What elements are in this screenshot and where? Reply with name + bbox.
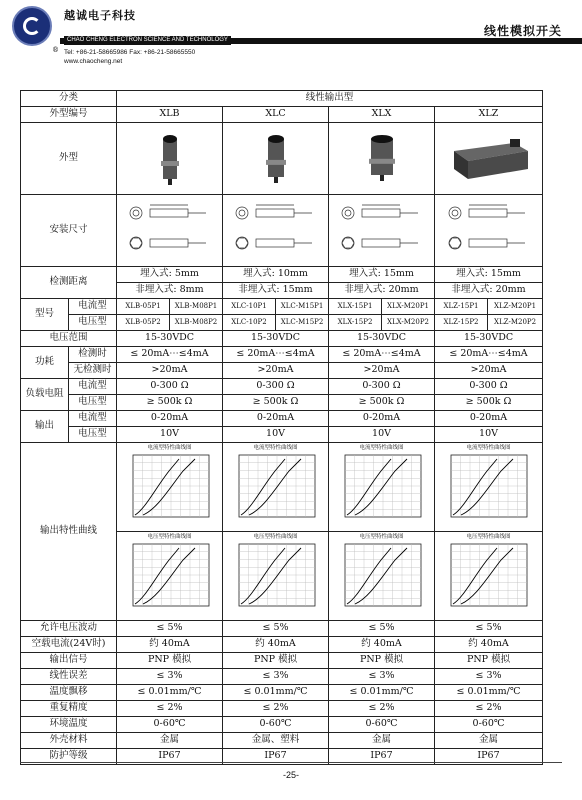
sensor-image: [435, 123, 543, 195]
noload-current: 约 40mA: [117, 637, 223, 653]
power-detect: ≤ 20mA⋯≤4mA: [117, 347, 223, 363]
ambient-temperature-label: 环境温度: [21, 717, 117, 733]
curve-title: 电压型特性曲线图: [253, 534, 298, 540]
temperature-drift: ≤ 0.01mm/℃: [435, 685, 543, 701]
model-number: XLC-M15P2: [276, 315, 329, 331]
ripple-value-label: 允许电压波动: [21, 621, 117, 637]
power-nodetect: >20mA: [117, 363, 223, 379]
curve-plot: [443, 542, 533, 614]
dimension-drawing: [329, 195, 435, 267]
current-curve-chart: [223, 443, 329, 532]
load-current: 0-300 Ω: [117, 379, 223, 395]
load-voltage: ≥ 500k Ω: [435, 395, 543, 411]
voltage-type-label: 电压型: [69, 427, 117, 443]
sensor-image: [223, 123, 329, 195]
protection-rating: IP67: [329, 749, 435, 765]
table-row: [21, 107, 543, 123]
voltage-curve-chart: [117, 532, 223, 621]
model-number: XLB-M08P1: [170, 299, 223, 315]
voltage-curve-chart: [223, 532, 329, 621]
table-row: [21, 701, 543, 717]
current-curve-chart: [329, 443, 435, 532]
output-current: 0-20mA: [117, 411, 223, 427]
curve-chart: [329, 443, 434, 531]
category-label: 分类: [21, 91, 117, 107]
shell-material-label: 外壳材料: [21, 733, 117, 749]
table-row: [21, 91, 543, 107]
temperature-drift: ≤ 0.01mm/℃: [117, 685, 223, 701]
protection-rating: IP67: [223, 749, 329, 765]
dimension-drawing-icon: [334, 197, 430, 261]
model-number: XLZ-15P1: [435, 299, 488, 315]
table-row: [21, 379, 543, 395]
model-code: XLZ: [435, 107, 543, 123]
curve-title: 电流型特性曲线图: [147, 445, 192, 451]
output-current: 0-20mA: [223, 411, 329, 427]
company-name-cn: 越诚电子科技: [64, 9, 136, 22]
sensor-image: [117, 123, 223, 195]
voltage-range-label: 电压范围: [21, 331, 117, 347]
website-link[interactable]: www.chaocheng.net: [64, 58, 123, 65]
repeat-accuracy: ≤ 2%: [329, 701, 435, 717]
voltage-curve-chart: [329, 532, 435, 621]
model-number: XLC-10P1: [223, 299, 276, 315]
curve-title: 电流型特性曲线图: [359, 445, 404, 451]
output-current: 0-20mA: [329, 411, 435, 427]
range-nonflush: 非埋入式: 20mm: [435, 283, 543, 299]
model-code: XLB: [117, 107, 223, 123]
curve-title: 电流型特性曲线图: [253, 445, 298, 451]
power-detect: ≤ 20mA⋯≤4mA: [435, 347, 543, 363]
load-voltage: ≥ 500k Ω: [329, 395, 435, 411]
power-label: 功耗: [21, 347, 69, 379]
model-number: XLZ-15P2: [435, 315, 488, 331]
range-nonflush: 非埋入式: 8mm: [117, 283, 223, 299]
curve-plot: [125, 453, 215, 525]
sensor-image: [329, 123, 435, 195]
ripple-value: ≤ 5%: [117, 621, 223, 637]
table-row: [21, 411, 543, 427]
table-row: [21, 315, 543, 331]
type-label: 型号: [21, 299, 69, 331]
dimension-drawing-icon: [228, 197, 324, 261]
load-voltage: ≥ 500k Ω: [223, 395, 329, 411]
power-nodetect: >20mA: [223, 363, 329, 379]
table-row: [21, 443, 543, 532]
tel-fax: Tel: +86-21-58665986 Fax: +86-21-58665550: [64, 49, 196, 56]
curve-title: 电压型特性曲线图: [147, 534, 192, 540]
current-type-label: 电流型: [69, 411, 117, 427]
model-label: 外型编号: [21, 107, 117, 123]
ambient-temperature: 0-60℃: [117, 717, 223, 733]
table-row: [21, 621, 543, 637]
curve-title: 电压型特性曲线图: [466, 534, 511, 540]
model-number: XLX-15P2: [329, 315, 382, 331]
appearance-label: 外型: [21, 123, 117, 195]
model-number: XLC-10P2: [223, 315, 276, 331]
curve-plot: [443, 453, 533, 525]
model-code: XLC: [223, 107, 329, 123]
table-row: [21, 331, 543, 347]
dimension-drawing: [435, 195, 543, 267]
repeat-accuracy: ≤ 2%: [223, 701, 329, 717]
output-current: 0-20mA: [435, 411, 543, 427]
curve-plot: [337, 542, 427, 614]
repeat-accuracy-label: 重复精度: [21, 701, 117, 717]
ambient-temperature: 0-60℃: [329, 717, 435, 733]
curve-chart: [223, 532, 328, 620]
model-number: XLB-M08P2: [170, 315, 223, 331]
power-nodetect: >20mA: [329, 363, 435, 379]
output-voltage: 10V: [223, 427, 329, 443]
curve-label: 输出特性曲线: [21, 443, 117, 621]
cylinder-sensor-icon: [140, 129, 200, 185]
registered-mark: ®: [52, 46, 59, 54]
load-current: 0-300 Ω: [223, 379, 329, 395]
table-row: [21, 637, 543, 653]
current-type-label: 电流型: [69, 379, 117, 395]
table-row: [21, 195, 543, 267]
shell-material: 金属: [117, 733, 223, 749]
curve-chart: [435, 532, 542, 620]
table-row: [21, 363, 543, 379]
output-signal-label: 输出信号: [21, 653, 117, 669]
shell-material: 金属、塑料: [223, 733, 329, 749]
voltage-range: 15-30VDC: [329, 331, 435, 347]
output-signal: PNP 模拟: [117, 653, 223, 669]
table-row: [21, 267, 543, 283]
range-flush: 埋入式: 15mm: [435, 267, 543, 283]
dimension-drawing-icon: [441, 197, 537, 261]
load-current: 0-300 Ω: [435, 379, 543, 395]
repeat-accuracy: ≤ 2%: [435, 701, 543, 717]
protection-rating-label: 防护等级: [21, 749, 117, 765]
noload-current: 约 40mA: [223, 637, 329, 653]
linearity-error: ≤ 3%: [435, 669, 543, 685]
page-header: [0, 0, 582, 80]
voltage-range: 15-30VDC: [117, 331, 223, 347]
model-number: XLX-15P1: [329, 299, 382, 315]
output-signal: PNP 模拟: [223, 653, 329, 669]
shell-material: 金属: [435, 733, 543, 749]
detect-label: 检测时: [69, 347, 117, 363]
curve-chart: [435, 443, 542, 531]
load-label: 负载电阻: [21, 379, 69, 411]
curve-plot: [231, 453, 321, 525]
table-row: [21, 299, 543, 315]
output-signal: PNP 模拟: [435, 653, 543, 669]
category-value: 线性输出型: [117, 91, 543, 107]
current-curve-chart: [435, 443, 543, 532]
model-number: XLZ-M20P1: [488, 299, 543, 315]
output-label: 输出: [21, 411, 69, 443]
table-row: [21, 669, 543, 685]
range-label: 检测距离: [21, 267, 117, 299]
table-row: [21, 427, 543, 443]
range-flush: 埋入式: 10mm: [223, 267, 329, 283]
ambient-temperature: 0-60℃: [223, 717, 329, 733]
model-number: XLX-M20P2: [382, 315, 435, 331]
power-detect: ≤ 20mA⋯≤4mA: [329, 347, 435, 363]
ambient-temperature: 0-60℃: [435, 717, 543, 733]
model-number: XLB-05P2: [117, 315, 170, 331]
table-row: [21, 685, 543, 701]
temperature-drift: ≤ 0.01mm/℃: [329, 685, 435, 701]
table-row: [21, 733, 543, 749]
ripple-value: ≤ 5%: [329, 621, 435, 637]
dimension-drawing-icon: [122, 197, 218, 261]
curve-title: 电压型特性曲线图: [359, 534, 404, 540]
repeat-accuracy: ≤ 2%: [117, 701, 223, 717]
dimension-drawing: [117, 195, 223, 267]
linearity-error: ≤ 3%: [223, 669, 329, 685]
curve-chart: [223, 443, 328, 531]
range-flush: 埋入式: 15mm: [329, 267, 435, 283]
table-row: [21, 123, 543, 195]
cylinder-sensor-icon: [246, 129, 306, 185]
voltage-range: 15-30VDC: [223, 331, 329, 347]
table-row: [21, 717, 543, 733]
shell-material: 金属: [329, 733, 435, 749]
ripple-value: ≤ 5%: [435, 621, 543, 637]
range-nonflush: 非埋入式: 15mm: [223, 283, 329, 299]
model-number: XLX-M20P1: [382, 299, 435, 315]
company-name-en: CHAO CHENG ELECTRON SCIENCE AND TECHNOLOGY: [64, 36, 231, 45]
block-sensor-icon: [444, 129, 534, 185]
output-voltage: 10V: [435, 427, 543, 443]
noload-current: 约 40mA: [329, 637, 435, 653]
curve-title: 电流型特性曲线图: [466, 445, 511, 451]
linearity-error: ≤ 3%: [329, 669, 435, 685]
linearity-error-label: 线性误差: [21, 669, 117, 685]
voltage-range: 15-30VDC: [435, 331, 543, 347]
contact-info: [64, 48, 195, 66]
series-title: 线性模拟开关: [483, 24, 562, 38]
current-curve-chart: [117, 443, 223, 532]
temperature-drift: ≤ 0.01mm/℃: [223, 685, 329, 701]
linearity-error: ≤ 3%: [117, 669, 223, 685]
curve-plot: [125, 542, 215, 614]
curve-chart: [117, 532, 222, 620]
cylinder-sensor-icon: [352, 129, 412, 185]
voltage-type-label: 电压型: [69, 315, 117, 331]
nodetect-label: 无检测时: [69, 363, 117, 379]
table-row: [21, 347, 543, 363]
voltage-type-label: 电压型: [69, 395, 117, 411]
table-row: [21, 395, 543, 411]
model-number: XLB-05P1: [117, 299, 170, 315]
protection-rating: IP67: [435, 749, 543, 765]
model-code: XLX: [329, 107, 435, 123]
temperature-drift-label: 温度飘移: [21, 685, 117, 701]
protection-rating: IP67: [117, 749, 223, 765]
range-nonflush: 非埋入式: 20mm: [329, 283, 435, 299]
current-type-label: 电流型: [69, 299, 117, 315]
table-row: [21, 653, 543, 669]
noload-current-label: 空载电流(24V时): [21, 637, 117, 653]
company-logo: [12, 6, 52, 46]
output-signal: PNP 模拟: [329, 653, 435, 669]
dims-label: 安装尺寸: [21, 195, 117, 267]
dimension-drawing: [223, 195, 329, 267]
output-voltage: 10V: [329, 427, 435, 443]
footer-rule: [20, 762, 562, 763]
noload-current: 约 40mA: [435, 637, 543, 653]
voltage-curve-chart: [435, 532, 543, 621]
curve-chart: [117, 443, 222, 531]
load-voltage: ≥ 500k Ω: [117, 395, 223, 411]
curve-plot: [231, 542, 321, 614]
power-detect: ≤ 20mA⋯≤4mA: [223, 347, 329, 363]
curve-plot: [337, 453, 427, 525]
model-number: XLC-M15P1: [276, 299, 329, 315]
spec-table: [20, 90, 543, 765]
curve-chart: [329, 532, 434, 620]
page-number: -25-: [282, 770, 299, 780]
model-number: XLZ-M20P2: [488, 315, 543, 331]
range-flush: 埋入式: 5mm: [117, 267, 223, 283]
load-current: 0-300 Ω: [329, 379, 435, 395]
output-voltage: 10V: [117, 427, 223, 443]
ripple-value: ≤ 5%: [223, 621, 329, 637]
power-nodetect: >20mA: [435, 363, 543, 379]
